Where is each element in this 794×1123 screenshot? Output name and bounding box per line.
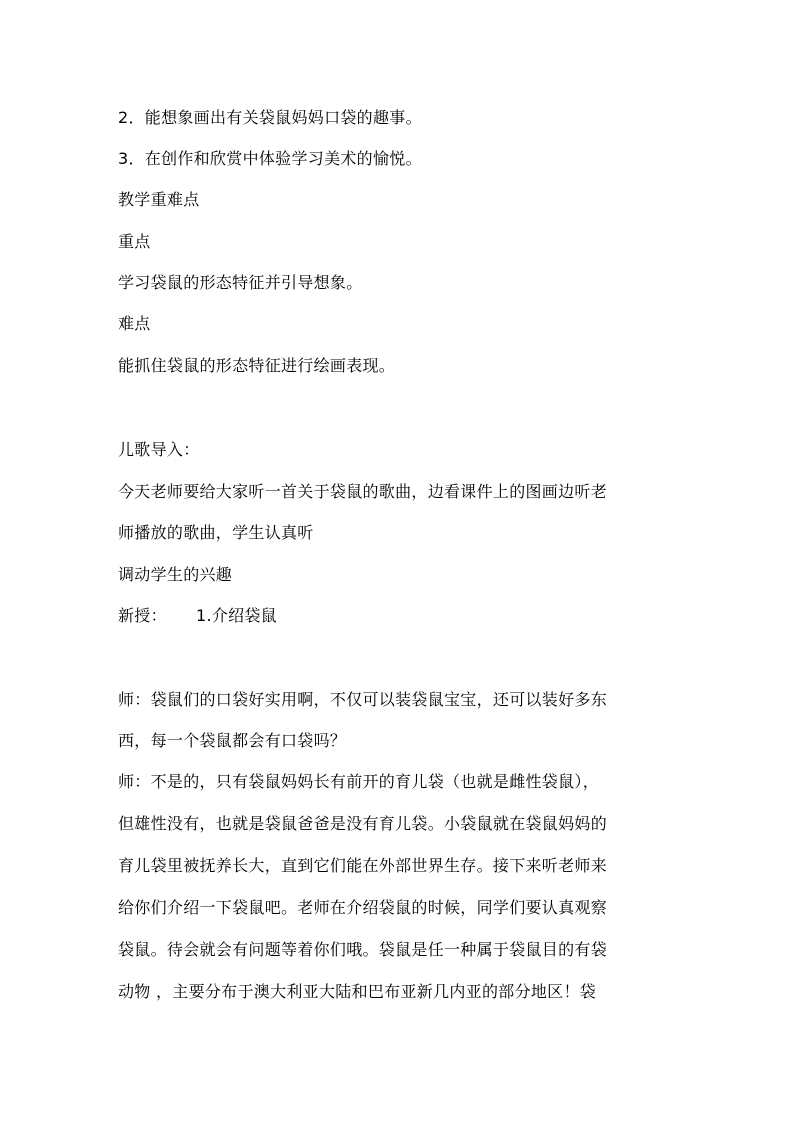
teacher-para-2-line-3: 育儿袋里被抚养长大，直到它们能在外部世界生存。接下来听老师来 xyxy=(118,856,608,875)
key-heading: 重点 xyxy=(118,232,151,251)
objective-2: 2．能想象画出有关袋鼠妈妈口袋的趣事。 xyxy=(118,108,422,127)
difficult-text: 能抓住袋鼠的形态特征进行绘画表现。 xyxy=(118,356,396,375)
song-intro-heading: 儿歌导入： xyxy=(118,440,200,459)
teacher-para-2-line-6: 动物 ，主要分布于澳大利亚大陆和巴布亚新几内亚的部分地区！袋 xyxy=(118,982,597,1001)
objective-3: 3．在创作和欣赏中体验学习美术的愉悦。 xyxy=(118,149,422,168)
new-lesson-label: 新授： xyxy=(118,606,167,625)
teacher-para-1-line-1: 师：袋鼠们的口袋好实用啊，不仅可以装袋鼠宝宝，还可以装好多东 xyxy=(118,690,608,709)
teacher-para-2-line-1: 师：不是的，只有袋鼠妈妈长有前开的育儿袋（也就是雌性袋鼠）， xyxy=(118,772,600,791)
new-lesson-item: 1.介绍袋鼠 xyxy=(196,606,278,625)
interest-text: 调动学生的兴趣 xyxy=(118,565,233,584)
teacher-para-2-line-4: 给你们介绍一下袋鼠吧。老师在介绍袋鼠的时候，同学们要认真观察 xyxy=(118,898,608,917)
teacher-para-1-line-2: 西，每一个袋鼠都会有口袋吗？ xyxy=(118,731,347,750)
teacher-para-2-line-5: 袋鼠。待会就会有问题等着你们哦。袋鼠是任一种属于袋鼠目的有袋 xyxy=(118,940,608,959)
difficult-heading: 难点 xyxy=(118,314,151,333)
song-intro-line-2: 师播放的歌曲，学生认真听 xyxy=(118,523,314,542)
new-lesson-row xyxy=(118,606,277,626)
teacher-para-2-line-2: 但雄性没有，也就是袋鼠爸爸是没有育儿袋。小袋鼠就在袋鼠妈妈的 xyxy=(118,814,608,833)
key-text: 学习袋鼠的形态特征并引导想象。 xyxy=(118,273,363,292)
key-difficult-heading: 教学重难点 xyxy=(118,190,200,209)
song-intro-line-1: 今天老师要给大家听一首关于袋鼠的歌曲，边看课件上的图画边听老 xyxy=(118,482,608,501)
